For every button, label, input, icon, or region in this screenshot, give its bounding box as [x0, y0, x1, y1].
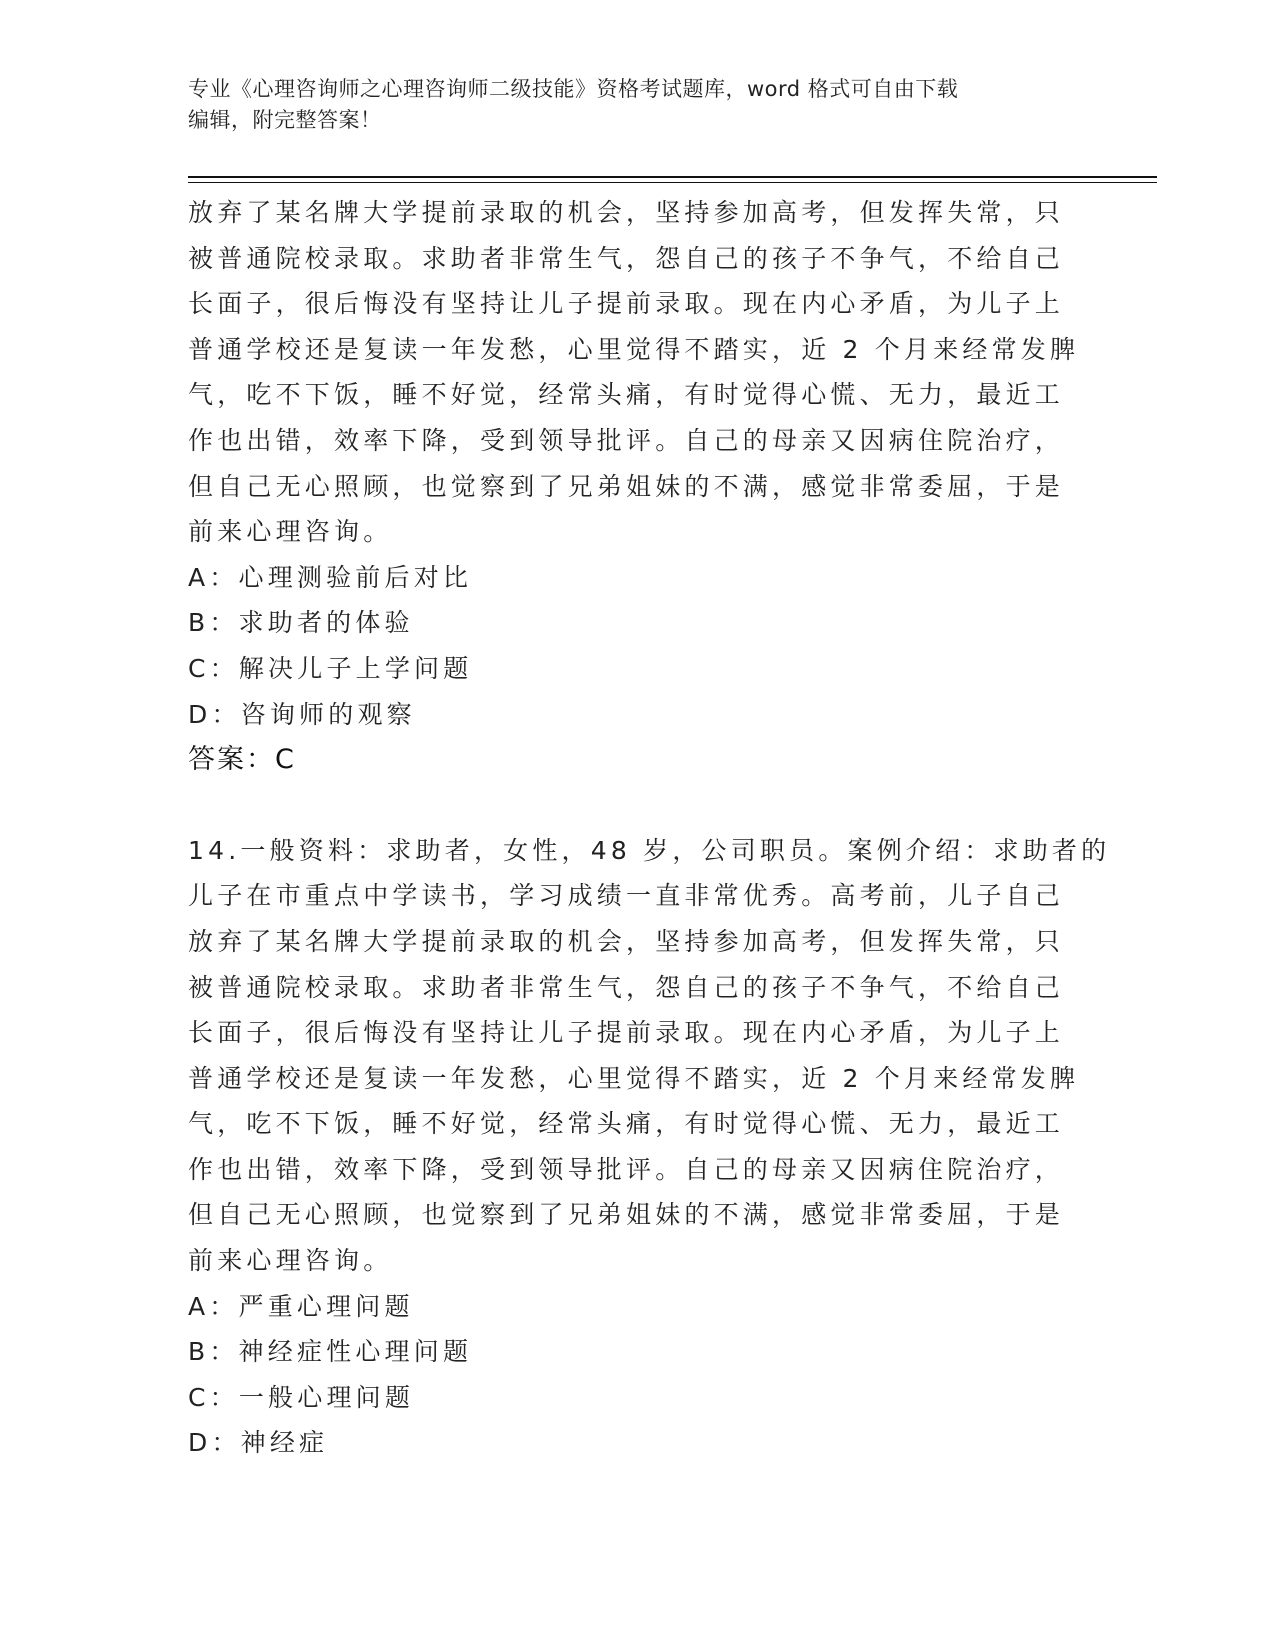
- q13-case-line: 被普通院校录取。求助者非常生气，怨自己的孩子不争气，不给自己: [188, 243, 1065, 273]
- q14-case-line: 气，吃不下饭，睡不好觉，经常头痛，有时觉得心慌、无力，最近工: [188, 1109, 1065, 1139]
- q14-option-c: C：一般心理问题: [188, 1382, 415, 1412]
- header-rule-thin: [188, 182, 1157, 183]
- q13-case-line: 作也出错，效率下降，受到领导批评。自己的母亲又因病住院治疗，: [188, 425, 1065, 455]
- q13-option-a: A：心理测验前后对比: [188, 562, 473, 592]
- q14-option-d: D：神经症: [188, 1428, 329, 1458]
- q14-case-line: 儿子在市重点中学读书，学习成绩一直非常优秀。高考前，儿子自己: [188, 881, 1065, 911]
- q14-case-line: 被普通院校录取。求助者非常生气，怨自己的孩子不争气，不给自己: [188, 972, 1065, 1002]
- q14-case-line: 前来心理咨询。: [188, 1246, 393, 1276]
- header-line-2: 编辑，附完整答案！: [188, 108, 382, 132]
- q13-case-line: 普通学校还是复读一年发愁，心里觉得不踏实，近 2 个月来经常发脾: [188, 334, 1080, 364]
- q14-option-a: A：严重心理问题: [188, 1291, 414, 1321]
- header-rule-thick: [188, 176, 1157, 178]
- q13-option-c: C：解决儿子上学问题: [188, 653, 473, 683]
- q13-option-d: D：咨询师的观察: [188, 699, 416, 729]
- q14-case-text: [188, 828, 1111, 1284]
- document-body: [188, 190, 1111, 1466]
- q14-case-line: 长面子，很后悔没有坚持让儿子提前录取。现在内心矛盾，为儿子上: [188, 1018, 1065, 1048]
- q13-case-line: 放弃了某名牌大学提前录取的机会，坚持参加高考，但发挥失常，只: [188, 198, 1065, 227]
- q14-option-b: B：神经症性心理问题: [188, 1337, 473, 1367]
- q14-case-line: 但自己无心照顾，也觉察到了兄弟姐妹的不满，感觉非常委屈，于是: [188, 1200, 1065, 1230]
- q13-case-line: 前来心理咨询。: [188, 517, 393, 547]
- q13-case-line: 长面子，很后悔没有坚持让儿子提前录取。现在内心矛盾，为儿子上: [188, 289, 1065, 319]
- q14-case-line: 作也出错，效率下降，受到领导批评。自己的母亲又因病住院治疗，: [188, 1154, 1065, 1184]
- q14-case-line: 普通学校还是复读一年发愁，心里觉得不踏实，近 2 个月来经常发脾: [188, 1063, 1080, 1093]
- q13-case-text: [188, 190, 1088, 555]
- document-header: [188, 74, 1088, 136]
- q14-case-line: 14.一般资料：求助者，女性，48 岁，公司职员。案例介绍：求助者的: [188, 835, 1111, 865]
- q14-case-line: 放弃了某名牌大学提前录取的机会，坚持参加高考，但发挥失常，只: [188, 926, 1065, 956]
- header-line-1: 专业《心理咨询师之心理咨询师二级技能》资格考试题库，word 格式可自由下载: [188, 77, 959, 101]
- q13-answer: 答案：C: [188, 744, 296, 776]
- q13-option-b: B：求助者的体验: [188, 608, 414, 638]
- question-spacer: [188, 783, 1088, 828]
- q13-case-line: 气，吃不下饭，睡不好觉，经常头痛，有时觉得心慌、无力，最近工: [188, 380, 1065, 410]
- q13-case-line: 但自己无心照顾，也觉察到了兄弟姐妹的不满，感觉非常委屈，于是: [188, 471, 1065, 501]
